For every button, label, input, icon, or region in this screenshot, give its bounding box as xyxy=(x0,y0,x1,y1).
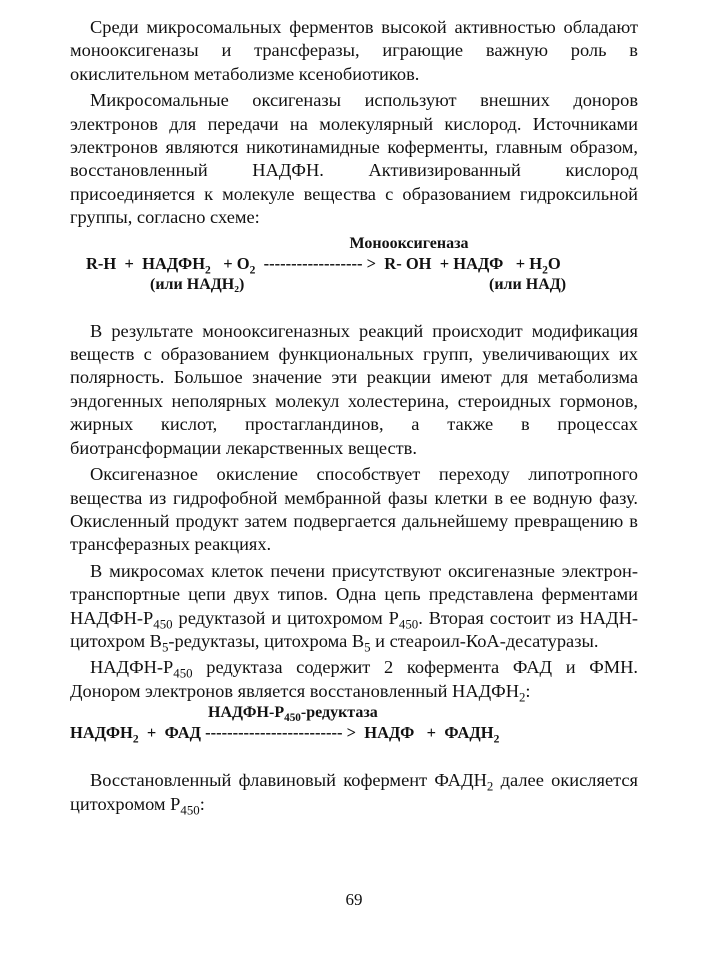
scheme-enzyme-label: Монооксигеназа xyxy=(349,234,469,252)
scheme-equation: $R-H + НАДФН_2 + О_2$ ------------------ > R- OH + НАДФ + $Н_2О$ xyxy=(86,253,561,276)
paragraph-3: В результате монооксигеназных реакций происходит модификация веществ с образованием функциональных групп, увеличивающих их полярность. Большое значение эти реакции имеют для метаболизма эндогенных неполярных молекул холестерина, стероидных гормонов, жирных кислот, простагландинов, а также в процессах биотрансформации лекарственных веществ. xyxy=(70,320,638,458)
scheme2-equation: $НАДФН_2$ + ФАД ------------------------- > НАДФ + $ФАДН_2$ xyxy=(70,723,500,746)
reductase-scheme xyxy=(70,703,638,769)
paragraph-1: Среди микросомальных ферментов высокой активностью обладают монооксигеназы и трансферазы, играющие важную роль в окислительном метаболизме ксенобиотиков. xyxy=(70,17,638,84)
text-column xyxy=(70,16,638,816)
paragraph-6: НАДФН-$Р_{450}$ редуктаза содержит 2 кофермента ФАД и ФМН. Донором электронов является восстановленный $НАДФН_2$: xyxy=(70,657,638,705)
monooxygenase-scheme xyxy=(70,234,638,320)
paragraph-7: Восстановленный флавиновый кофермент $ФАДН_2$ далее окисляется цитохромом $Р_{450}$: xyxy=(70,770,638,818)
scheme-alt-right: (или НАД) xyxy=(489,275,567,293)
paragraph-4: Оксигеназное окисление способствует переходу липотропного вещества из гидрофобной мембранной фазы клетки в ее водную фазу. Окисленный продукт затем подвергается дальнейшему превращению в трансферазных реакциях. xyxy=(70,464,638,555)
paragraph-2: Микросомальные оксигеназы используют внешних доноров электронов для передачи на молекулярный кислород. Источниками электронов являются никотинамидные коферменты, главным образом, восстановленный НАДФН. Активизированный кислород присоединяется к молекуле вещества с образованием гидроксильной группы, согласно схеме: xyxy=(70,90,638,228)
page-number: 69 xyxy=(345,890,363,909)
paragraph-5: В микросомах клеток печени присутствуют оксигеназные электрон-транспортные цепи двух типов. Одна цепь представлена ферментами НАДФН-$Р_{450}$ редуктазой и цитохромом $Р_{450}$. Вторая состоит из НАДН-цитохром $В_5$-редуктазы, цитохрома $В_5$ и стеароил-КоА-десатуразы. xyxy=(70,560,639,655)
scheme2-enzyme-label: НАДФН-$Р_{450}$-редуктаза xyxy=(208,704,378,725)
scheme-alt-left: (или НАДН₂) xyxy=(150,275,245,293)
